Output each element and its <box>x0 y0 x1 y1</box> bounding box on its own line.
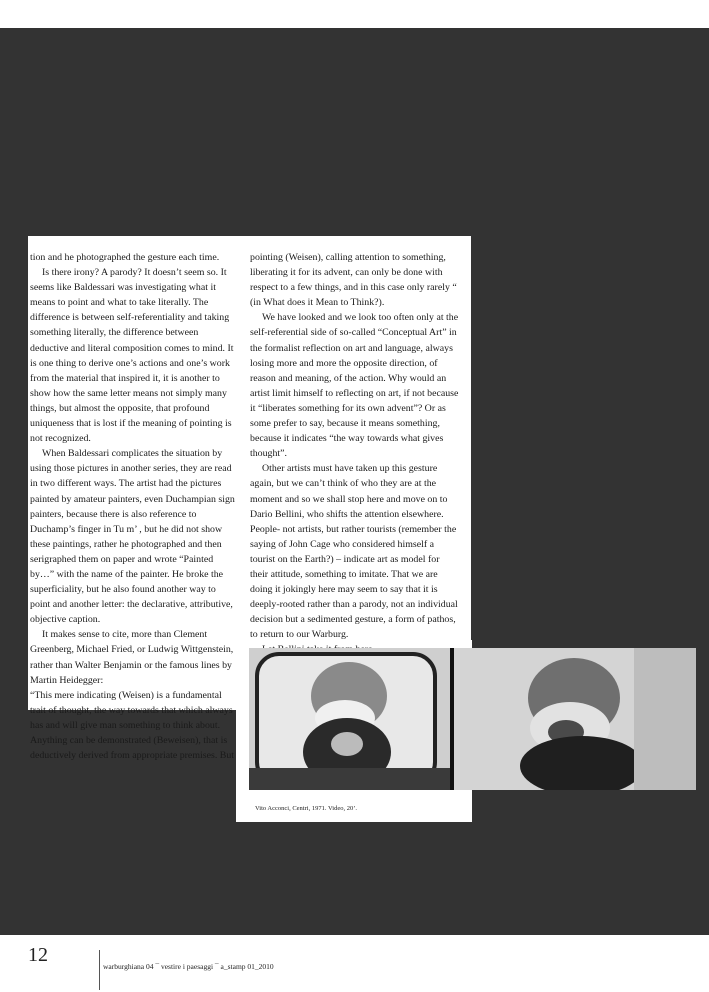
paragraph: When Baldessari complicates the situation by using those pictures in another series, they are read in two different ways. The artist had the pictures painted by amateur painters, even Duchampian sign painters, because there is also reference to Duchamp’s finger in Tu m’ , but he did not show these paintings, rather he photographed and then serigraphed them on paper and wrote “Painted by…” with the name of the painter. He broke the superficiality, but he also found another way to point and another letter: the declarative, attributive, objective caption. <box>30 448 235 626</box>
paragraph: tion and he photographed the gesture each time. <box>30 252 220 263</box>
paragraph: Other artists must have taken up this gesture again, but we can’t think of who they are at the moment and so we shall stop here and move on to Dario Bellini, who shifts the attention elsewhere. People- not artists, but rather tourists (remember the saying of John Cage who considered himself a tourist on the Earth?) – indicate art as model for their attitude, something to imitate. That we are doing it jokingly here may seem to say that it is deeply-rooted rather than a parody, not an individual decision but a sedimented gesture, a form of pathos, to return to our Warburg. <box>250 463 458 641</box>
video-still-1 <box>249 648 450 790</box>
paragraph: pointing (Weisen), calling attention to something, liberating it for its advent, can only be done with respect to a few things, and in this case only rarely “ (in What does it Mean to Think?). <box>250 252 457 309</box>
paragraph: We have looked and we look too often only at the self-referential side of so-called “Conceptual Art” in the formalist reflection on art and language, always losing more and more the opposite direction, of reason and meaning, of the action. Why would an artist limit himself to reflecting on art, if not because it “liberates something for its own advent”? Or as some prefer to say, because it means something, because it indicates “the way towards what gives thought”. <box>250 312 459 460</box>
running-footer: warburghiana 04 ¯ vestire i paesaggi ¯ a_stamp 01_2010 <box>103 962 274 971</box>
photo-caption: Vito Acconci, Centri, 1971. Video, 20’. <box>255 805 358 812</box>
article-column-2 <box>250 250 460 658</box>
video-stills <box>249 648 696 790</box>
article-column-1 <box>30 250 238 763</box>
paragraph: “This mere indicating (Weisen) is a fundamental trait of thought, the way towards that which always has and will give man something to think about. Anything can be demonstrated (Beweisen), that is deductively derived from appropriate premises. But <box>30 689 235 762</box>
paragraph: Is there irony? A parody? It doesn’t seem so. It seems like Baldessari was investigating what it means to point and what to take literally. The difference is between self-referentiality and taking something literally, the difference between deductive and literal composition comes to mind. It is one thing to derive one’s actions and one’s work from the material that inspired it, it is another to show how the same letter means not simply many things, but almost the opposite, that profound uniqueness that is lost if the meaning of pointing is not recognized. <box>30 267 234 445</box>
footer-divider <box>99 950 100 990</box>
paragraph: It makes sense to cite, more than Clement Greenberg, Michael Fried, or Ludwig Wittgenstein, rather than Walter Benjamin or the famous lines by Martin Heidegger: <box>30 629 234 686</box>
video-still-2 <box>454 648 696 790</box>
page-number: 12 <box>28 944 48 966</box>
